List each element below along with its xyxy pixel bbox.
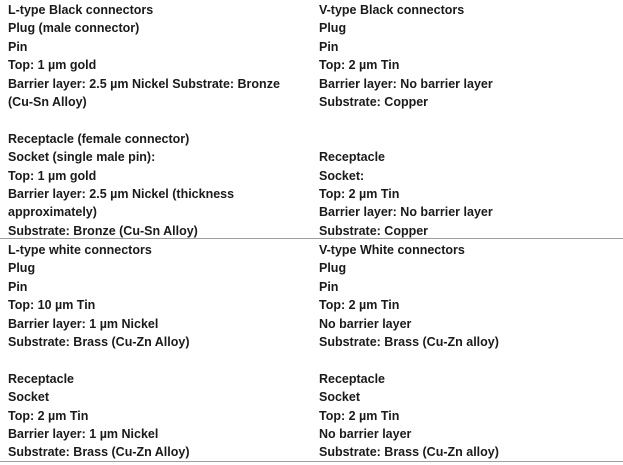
spec-line: Substrate: Brass (Cu-Zn Alloy) [8, 334, 190, 349]
spec-line: Receptacle (female connector) [8, 131, 190, 146]
spec-line: Top: 2 µm Tin [8, 408, 89, 423]
spec-line: Plug [319, 261, 347, 276]
spec-line: Pin [319, 279, 339, 294]
spec-line: Pin [319, 39, 339, 54]
spec-line: Top: 10 µm Tin [8, 298, 96, 313]
spec-line-blank [319, 111, 619, 129]
spec-line: Top: 2 µm Tin [319, 186, 400, 201]
spec-line: Pin [8, 39, 28, 54]
spec-line: Socket (single male pin): [8, 150, 156, 165]
spec-line: Barrier layer: 2.5 µm Nickel Substrate: Bronze [8, 76, 280, 91]
cell-v-type-white [319, 239, 619, 465]
spec-line: Top: 1 µm gold [8, 58, 97, 73]
spec-line: Plug (male connector) [8, 21, 140, 36]
spec-line-blank [319, 351, 619, 369]
spec-line: Plug [319, 21, 347, 36]
spec-line: Substrate: Brass (Cu-Zn alloy) [319, 334, 499, 349]
spec-line: Receptacle [319, 150, 386, 165]
cell-l-type-white [8, 239, 308, 465]
spec-line: Receptacle [319, 371, 386, 386]
table-row-white [0, 239, 623, 463]
spec-line: Top: 1 µm gold [8, 168, 97, 183]
table-bottom-border [0, 461, 623, 462]
spec-line: Pin [8, 279, 28, 294]
spec-line-blank [319, 130, 619, 148]
spec-line-blank [8, 111, 308, 129]
cell-title: V-type Black connectors [319, 3, 465, 17]
cell-title: V-type White connectors [319, 243, 465, 257]
cell-l-type-black [8, 0, 308, 239]
spec-line: (Cu-Sn Alloy) [8, 94, 87, 109]
cell-title: L-type Black connectors [8, 3, 154, 17]
spec-line: Barrier layer: No barrier layer [319, 205, 493, 220]
spec-line: No barrier layer [319, 426, 412, 441]
spec-line: Substrate: Brass (Cu-Zn alloy) [319, 445, 499, 460]
spec-line: Top: 2 µm Tin [319, 58, 400, 73]
spec-line: Socket [319, 390, 360, 405]
spec-line: Substrate: Copper [319, 223, 429, 238]
spec-line: Barrier layer: No barrier layer [319, 76, 493, 91]
spec-line: Socket: [319, 168, 365, 183]
spec-line: Top: 2 µm Tin [319, 298, 400, 313]
spec-line: Substrate: Copper [319, 94, 429, 109]
cell-v-type-black [319, 0, 619, 239]
spec-line: approximately) [8, 205, 97, 220]
spec-line: Barrier layer: 1 µm Nickel [8, 316, 159, 331]
spec-line: No barrier layer [319, 316, 412, 331]
cell-title: L-type white connectors [8, 243, 152, 257]
spec-line: Barrier layer: 1 µm Nickel [8, 426, 159, 441]
spec-line-blank [8, 351, 308, 369]
spec-line: Receptacle [8, 371, 75, 386]
spec-line: Plug [8, 261, 36, 276]
spec-line: Top: 2 µm Tin [319, 408, 400, 423]
spec-line: Socket [8, 390, 49, 405]
spec-line: Substrate: Brass (Cu-Zn Alloy) [8, 445, 190, 460]
spec-line: Substrate: Bronze (Cu-Sn Alloy) [8, 223, 198, 238]
spec-line: Barrier layer: 2.5 µm Nickel (thickness [8, 186, 235, 201]
